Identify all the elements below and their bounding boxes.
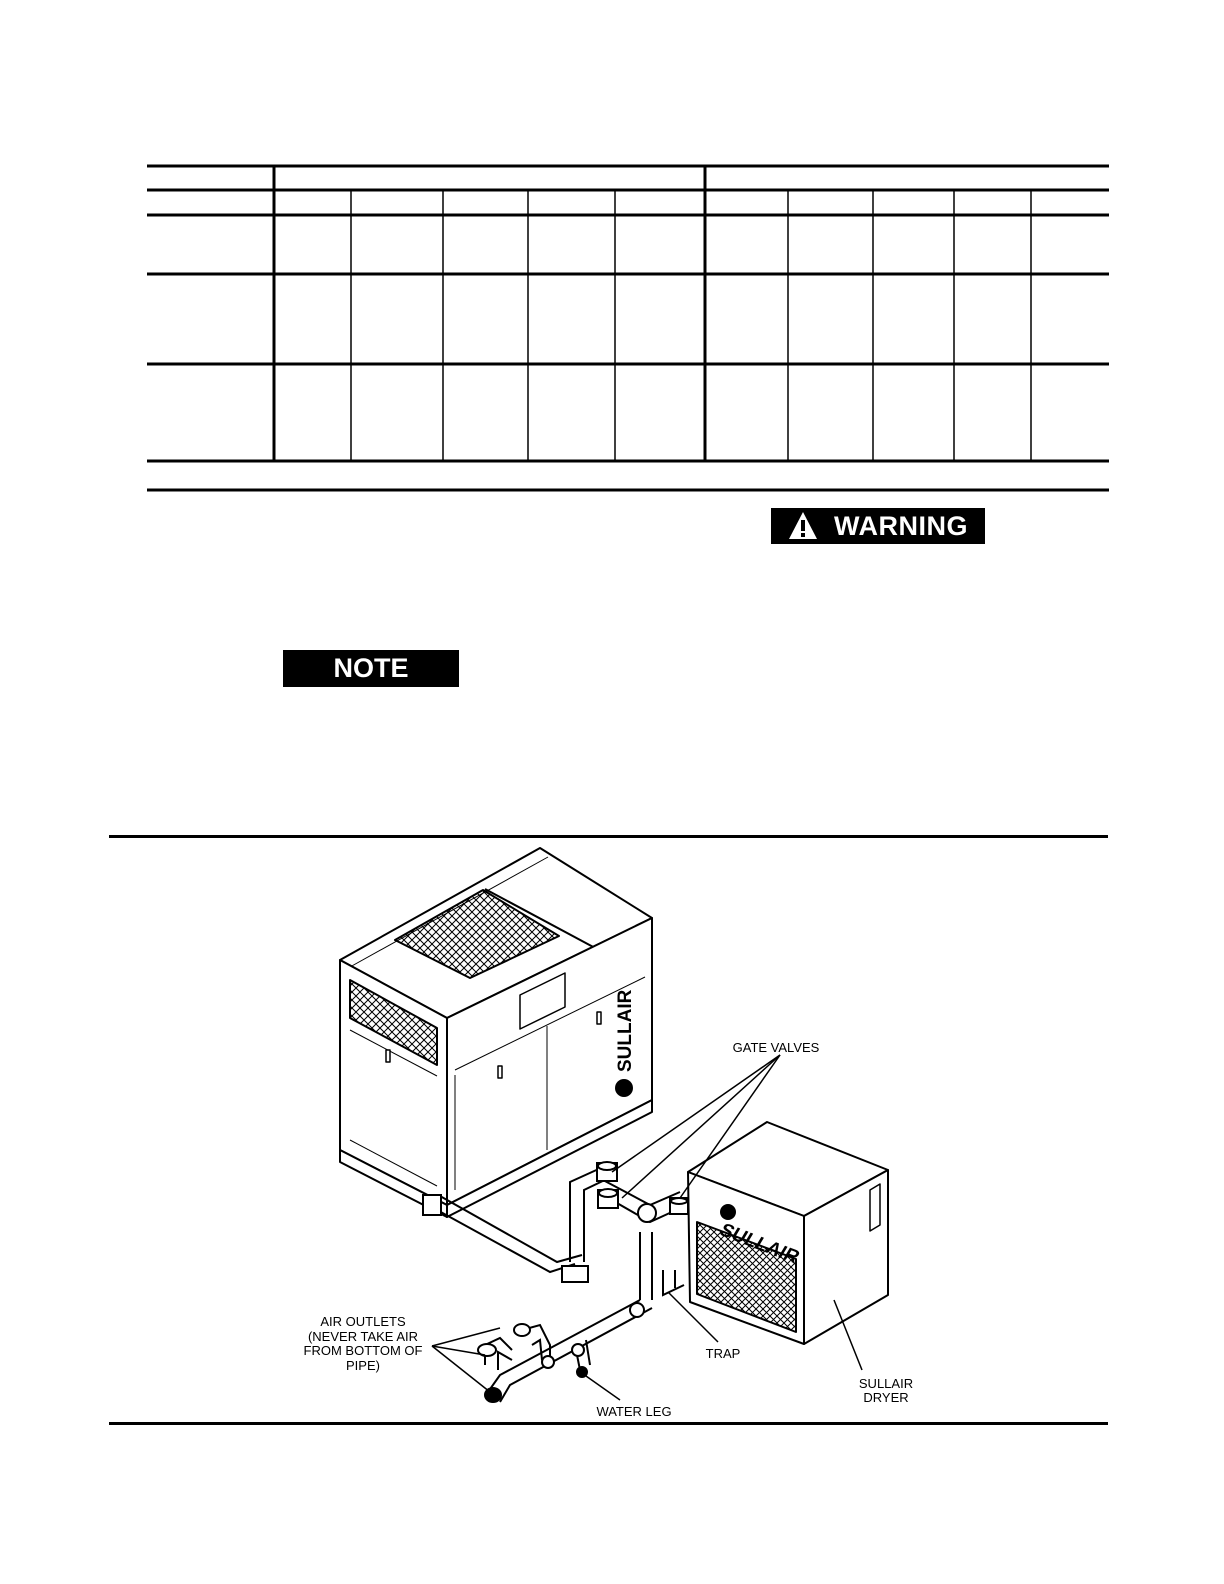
label-trap: TRAP xyxy=(705,1346,741,1361)
label-air-outlets: (NEVER TAKE AIR xyxy=(307,1329,419,1344)
compressor-brand-text: SULLAIR xyxy=(615,989,636,1072)
note-label: NOTE xyxy=(333,653,409,683)
dryer-brand-text: SULLAIR xyxy=(715,1220,804,1268)
label-water-leg: WATER LEG xyxy=(596,1404,672,1419)
label-air-outlets: FROM BOTTOM OF xyxy=(303,1343,423,1358)
label-sullair-dryer: SULLAIR xyxy=(858,1376,914,1391)
label-gate-valves: GATE VALVES xyxy=(732,1040,820,1055)
label-air-outlets: AIR OUTLETS xyxy=(320,1314,406,1329)
label-air-outlets: PIPE) xyxy=(346,1358,380,1373)
warning-label: WARNING xyxy=(834,510,968,541)
label-sullair-dryer: DRYER xyxy=(863,1390,909,1405)
